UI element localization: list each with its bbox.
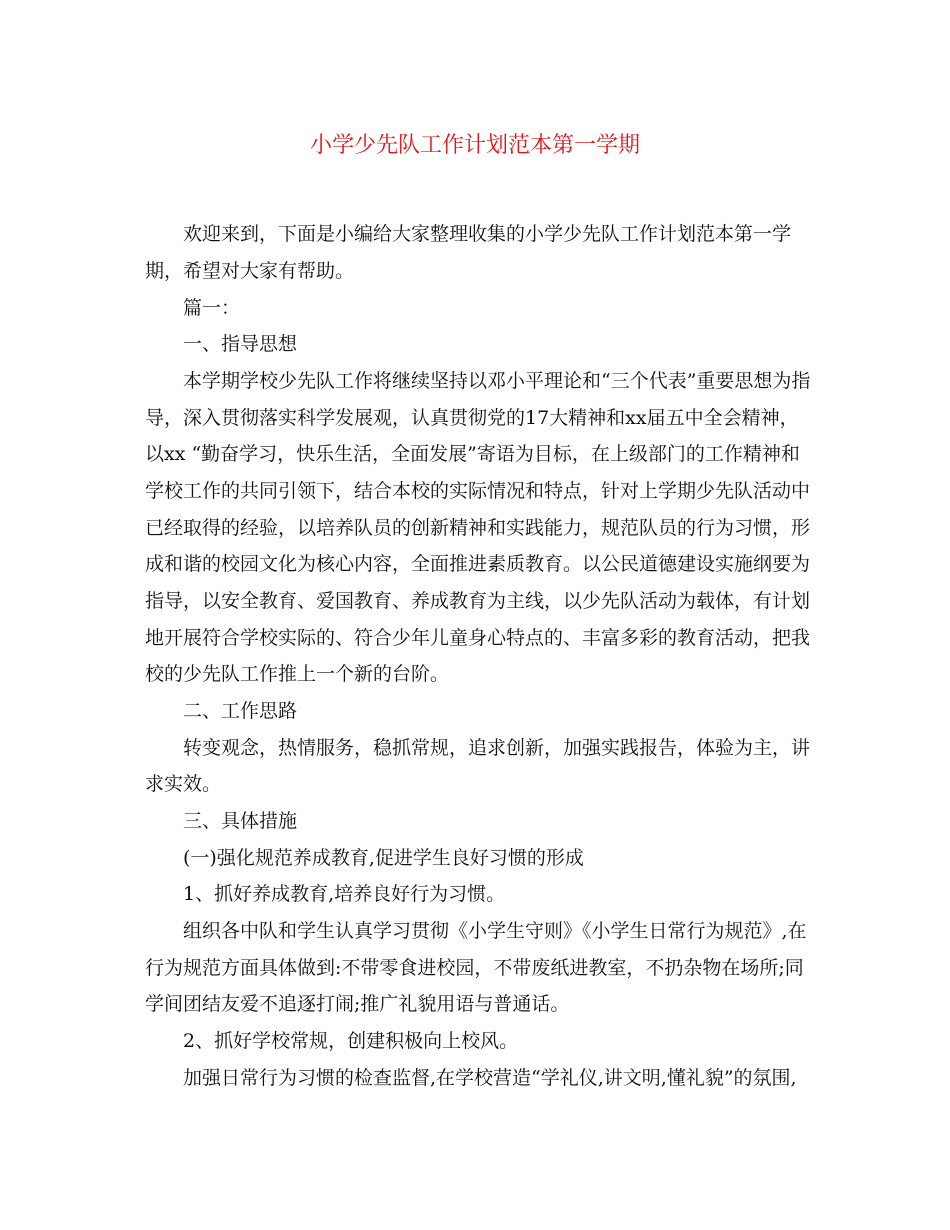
- list-item: 2、抓好学校常规，创建积极向上校风。: [183, 1030, 519, 1052]
- document-title: 小学少先队工作计划范本第一学期: [309, 133, 640, 158]
- paragraph-line: 校的少先队工作推上一个新的台阶。: [145, 663, 450, 685]
- section-heading: 三、具体措施: [183, 810, 298, 832]
- paragraph-line: 行为规范方面具体做到:不带零食进校园，不带废纸进教室，不扔杂物在场所;同: [145, 957, 804, 979]
- paragraph-line: 成和谐的校园文化为核心内容，全面推进素质教育。以公民道德建设实施纲要为: [145, 553, 811, 575]
- paragraph-line: 求实效。: [145, 773, 222, 795]
- paragraph-line: 导，深入贯彻落实科学发展观，认真贯彻党的17大精神和xx届五中全会精神，: [145, 407, 799, 429]
- paragraph-line: 篇一：: [183, 297, 241, 319]
- list-item: 1、抓好养成教育,培养良好行为习惯。: [183, 883, 506, 905]
- section-heading: 一、指导思想: [183, 333, 298, 355]
- paragraph-line: 期，希望对大家有帮助。: [145, 260, 355, 282]
- paragraph-line: 学校工作的共同引领下，结合本校的实际情况和特点，针对上学期少先队活动中: [145, 480, 811, 502]
- paragraph-line: 本学期学校少先队工作将继续坚持以邓小平理论和“三个代表”重要思想为指: [183, 370, 811, 392]
- paragraph-line: 欢迎来到，下面是小编给大家整理收集的小学少先队工作计划范本第一学: [183, 223, 792, 245]
- paragraph-line: 地开展符合学校实际的、符合少年儿童身心特点的、丰富多彩的教育活动，把我: [145, 627, 811, 649]
- paragraph-line: 已经取得的经验，以培养队员的创新精神和实践能力，规范队员的行为习惯，形: [145, 517, 811, 539]
- paragraph-line: 指导，以安全教育、爱国教育、养成教育为主线，以少先队活动为载体，有计划: [145, 590, 811, 612]
- subsection-heading: (一)强化规范养成教育,促进学生良好习惯的形成: [183, 847, 584, 869]
- paragraph-line: 以xx “勤奋学习，快乐生活，全面发展”寄语为目标，在上级部门的工作精神和: [145, 443, 800, 465]
- paragraph-line: 转变观念，热情服务，稳抓常规，追求创新，加强实践报告，体验为主，讲: [183, 737, 811, 759]
- section-heading: 二、工作思路: [183, 700, 298, 722]
- paragraph-line: 组织各中队和学生认真学习贯彻《小学生守则》《小学生日常行为规范》,在: [183, 920, 807, 942]
- paragraph-line: 学间团结友爱不追逐打闹;推广礼貌用语与普通话。: [145, 993, 570, 1015]
- paragraph-line: 加强日常行为习惯的检查监督,在学校营造“学礼仪,讲文明,懂礼貌”的氛围,: [183, 1067, 797, 1089]
